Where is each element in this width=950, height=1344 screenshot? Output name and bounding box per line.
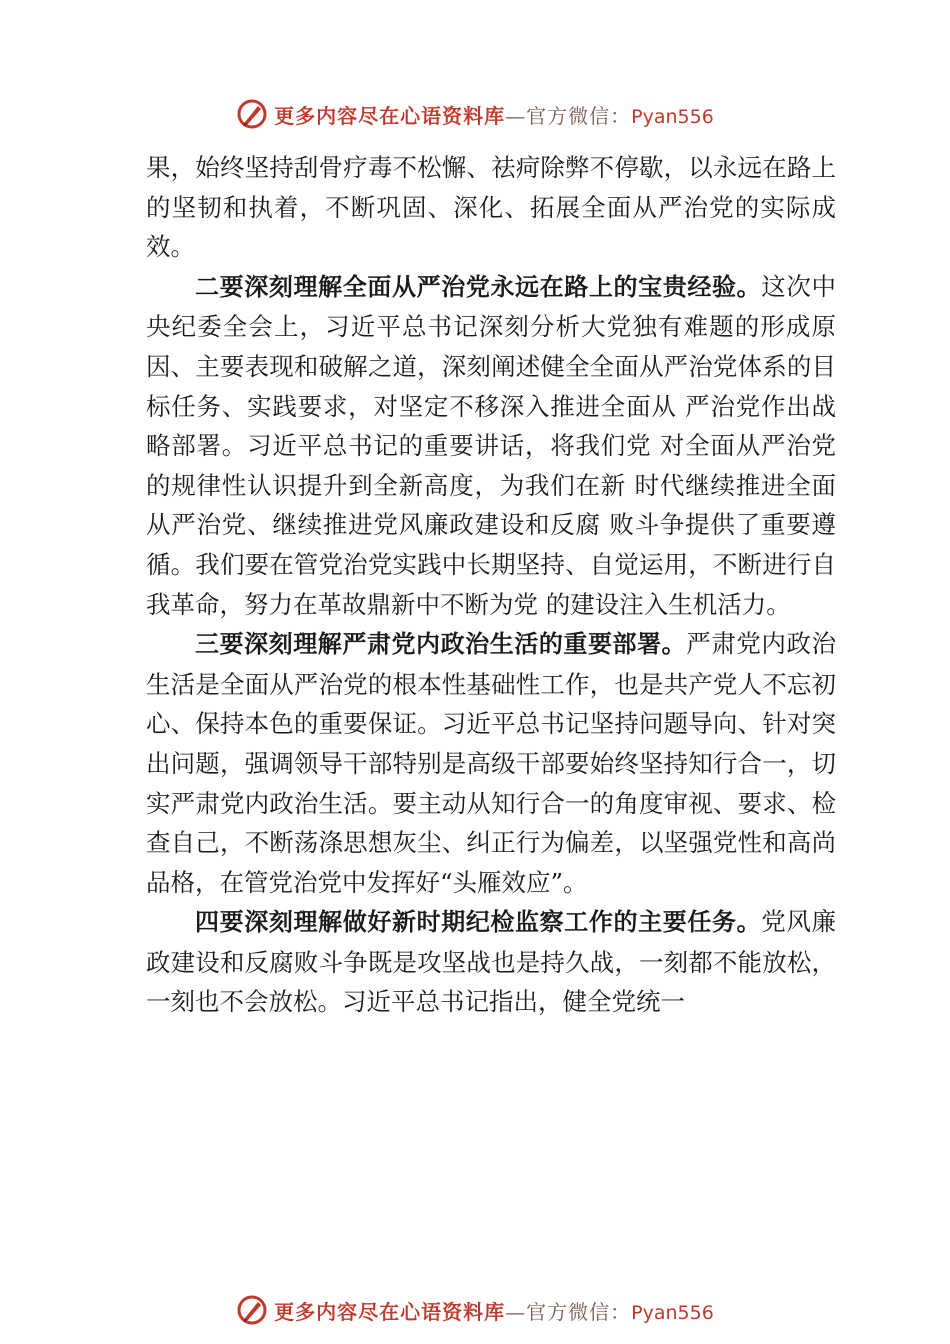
banner-text [274, 100, 714, 129]
banner-title: 更多内容尽在心语资料库 [274, 1299, 506, 1324]
paragraph-4-text: 党风廉政建设和反腐败斗争既是攻坚战也是持久战，一刻都不能放松，一刻也不会放松。习近平总书记指出，健全党统一 [146, 907, 837, 1017]
pen-logo-icon [236, 1294, 268, 1326]
banner-title: 更多内容尽在心语资料库 [274, 103, 506, 128]
paragraph-4-heading: 四要深刻理解做好新时期纪检监察工作的主要任务。 [195, 908, 762, 937]
banner-wechat-id: Pyan556 [631, 1301, 714, 1324]
paragraph-3-text: 严肃党内政治生活是全面从严治党的根本性基础性工作，也是共产党人不忘初心、保持本色的重要保证。习近平总书记坚持问题导向、针对突出问题，强调领导干部特别是高级干部要始终坚持知行合一，切实严肃党内政治生活。要主动从知行合一的角度审视、要求、检查自己，不断荡涤思想灰尘、纠正行为偏差，以坚强党性和高尚品格，在管党治党中发挥好“头雁效应”。 [146, 629, 837, 897]
paragraph-4 [146, 902, 836, 1022]
paragraph-2 [146, 267, 836, 624]
paragraph-2-heading: 二要深刻理解全面从严治党永远在路上的宝贵经验。 [195, 272, 762, 301]
document-body [146, 148, 836, 1022]
banner-separator: —官方微信： [505, 1299, 632, 1324]
paragraph-1-text: 果，始终坚持刮骨疗毒不松懈、祛疴除弊不停歇，以永远在路上的坚韧和执着，不断巩固、深化、拓展全面从严治党的实际成效。 [146, 153, 836, 262]
banner-text [274, 1296, 714, 1325]
footer-banner [0, 1290, 950, 1330]
banner-separator: —官方微信： [505, 103, 632, 128]
paragraph-3 [146, 624, 836, 902]
header-banner [0, 94, 950, 134]
banner-wechat-id: Pyan556 [631, 105, 714, 128]
paragraph-2-text: 这次中央纪委全会上，习近平总书记深刻分析大党独有难题的形成原因、主要表现和破解之道，深刻阐述健全全面从严治党体系的目标任务、实践要求，对坚定不移深入推进全面从 严治党作出战略部署。习近平总书记的重要讲话，将我们党 对全面从严治党的规律性认识提升到全新高度，为我们在新 时代继续推进全面从严治党、继续推进党风廉政建设和反腐 败斗争提供了重要遵循。我们要在管党治党实践中长期坚持、自觉运用，不断进行自我革命，努力在革故鼎新中不断为党 的建设注入生机活力。 [146, 271, 837, 619]
paragraph-3-heading: 三要深刻理解严肃党内政治生活的重要部署。 [195, 630, 687, 659]
paragraph-1 [146, 148, 836, 267]
pen-logo-icon [236, 98, 268, 130]
